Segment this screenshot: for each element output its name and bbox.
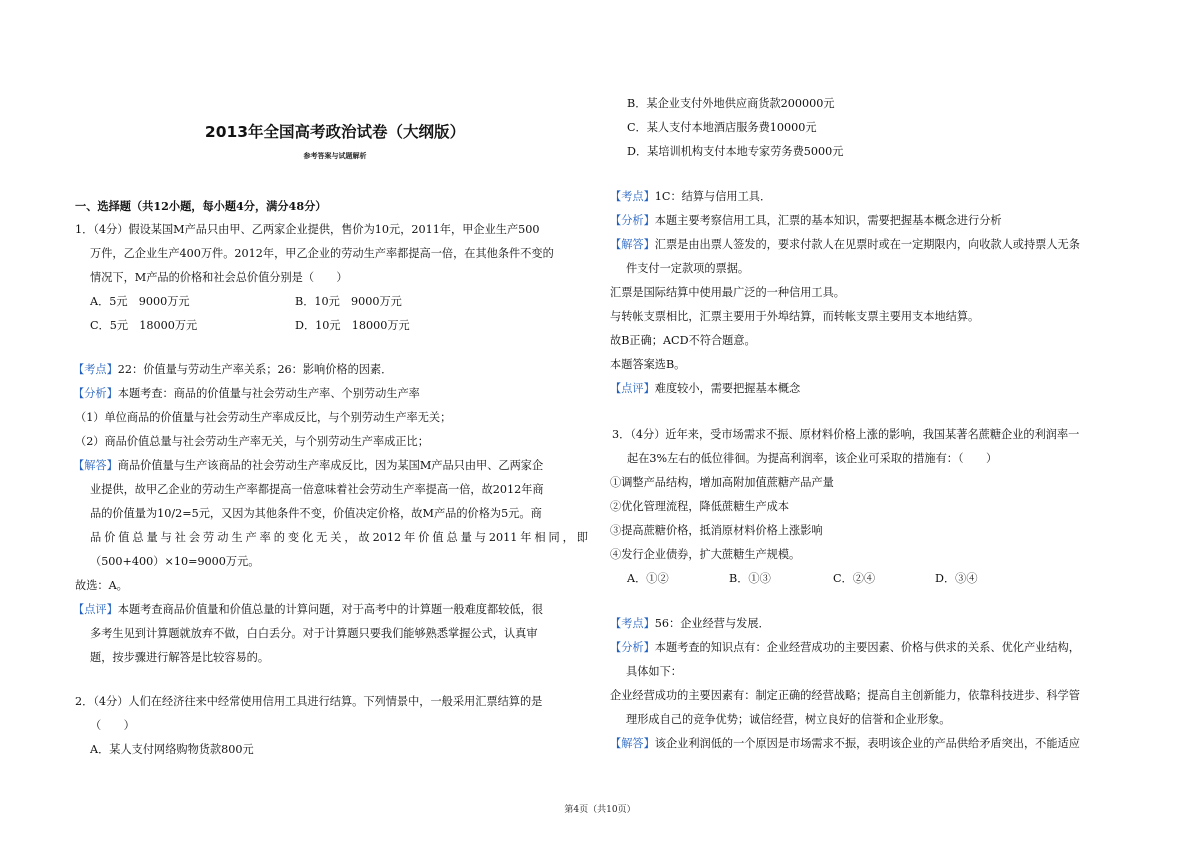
- q1-jieda-line-5: （500+400）×10=9000万元。: [90, 555, 260, 568]
- q3-item-2: ②优化管理流程，降低蔗糖生产成本: [610, 500, 790, 513]
- q2-option-c: C．某人支付本地酒店服务费10000元: [627, 121, 817, 134]
- q3-body-line-1: 企业经营成功的主要因素有：制定正确的经营战略；提高自主创新能力，依靠科技进步、科学管: [610, 689, 1080, 702]
- q2-jieda-text-1: 汇票是由出票人签发的，要求付款人在见票时或在一定期限内，向收款人或持票人无条: [654, 238, 1080, 251]
- q3-kaodian: [610, 616, 770, 632]
- q1-fenxi-text-1: 本题考查：商品的价值量与社会劳动生产率、个别劳动生产率: [117, 387, 420, 400]
- q1-answer: 故选：A。: [75, 579, 128, 592]
- q1-option-d: D．10元 18000万元: [295, 319, 410, 332]
- q1-stem-line-1: 1．（4分）假设某国M产品只由甲、乙两家企业提供，售价为10元，2011年，甲企业生产500: [75, 223, 540, 236]
- q1-stem-line-3: 情况下，M产品的价格和社会总价值分别是（ ）: [90, 271, 348, 284]
- q2-fenxi: [610, 213, 1002, 229]
- q3-option-a: A．①②: [627, 572, 669, 585]
- q3-kaodian-text: 56：企业经营与发展．: [654, 617, 770, 630]
- q3-stem-line-1: 3．（4分）近年来，受市场需求不振、原材料价格上涨的影响，我国某著名蔗糖企业的利润率一: [612, 428, 1080, 441]
- kaodian-tag: 【考点】: [73, 363, 118, 376]
- q2-fenxi-text: 本题主要考察信用工具，汇票的基本知识，需要把握基本概念进行分析: [654, 214, 1002, 227]
- q1-option-c: C．5元 18000万元: [90, 319, 198, 332]
- q2-stem-line-2: （ ）: [90, 719, 135, 732]
- q3-jieda: [610, 736, 1080, 752]
- q1-dianping-line-2: 多考生见到计算题就放弃不做，白白丢分。对于计算题只要我们能够熟悉掌握公式，认真审: [90, 627, 538, 640]
- q2-jieda-line-2: 件支付一定款项的票据。: [626, 262, 750, 275]
- kaodian-tag: 【考点】: [610, 190, 655, 203]
- fenxi-tag: 【分析】: [610, 641, 655, 654]
- q2-body-line-4: 本题答案选B。: [610, 358, 686, 371]
- q1-fenxi-line-2: （1）单位商品的价值量与社会劳动生产率成反比，与个别劳动生产率无关；: [75, 411, 452, 424]
- q1-fenxi: [73, 386, 420, 402]
- q2-dianping-text: 难度较小，需要把握基本概念: [654, 382, 801, 395]
- q1-option-a: A．5元 9000万元: [90, 295, 190, 308]
- q2-body-line-2: 与转帐支票相比，汇票主要用于外埠结算，而转帐支票主要用支本地结算。: [610, 310, 980, 323]
- q1-stem-line-2: 万件，乙企业生产400万件。2012年，甲乙企业的劳动生产率都提高一倍，在其他条件不变的: [90, 247, 554, 260]
- q1-jieda-line-4: 品价值总量与社会劳动生产率的变化无关，故2012年价值总量与2011年相同，即: [90, 531, 588, 544]
- jieda-tag: 【解答】: [610, 238, 655, 251]
- dianping-tag: 【点评】: [73, 603, 118, 616]
- q3-jieda-text: 该企业利润低的一个原因是市场需求不振，表明该企业的产品供给矛盾突出，不能适应: [654, 737, 1080, 750]
- q2-option-d: D．某培训机构支付本地专家劳务费5000元: [627, 145, 844, 158]
- q3-option-c: C．②④: [833, 572, 876, 585]
- q1-jieda: [73, 458, 543, 474]
- q3-fenxi-text-1: 本题考查的知识点有：企业经营成功的主要因素、价格与供求的关系、优化产业结构，: [654, 641, 1080, 654]
- dianping-tag: 【点评】: [610, 382, 655, 395]
- q1-jieda-line-3: 品的价值量为10/2=5元，又因为其他条件不变，价值决定价格，故M产品的价格为5元。商: [90, 507, 542, 520]
- q2-body-line-3: 故B正确；ACD不符合题意。: [610, 334, 756, 347]
- q1-jieda-line-2: 业提供，故甲乙企业的劳动生产率都提高一倍意味着社会劳动生产率提高一倍，故2012年商: [90, 483, 544, 496]
- kaodian-tag: 【考点】: [610, 617, 655, 630]
- q2-option-b: B．某企业支付外地供应商货款200000元: [627, 97, 835, 110]
- q2-body-line-1: 汇票是国际结算中使用最广泛的一种信用工具。: [610, 286, 845, 299]
- q2-stem-line-1: 2．（4分）人们在经济往来中经常使用信用工具进行结算。下列情景中，一般采用汇票结算的是: [75, 695, 543, 708]
- jieda-tag: 【解答】: [73, 459, 118, 472]
- q1-fenxi-line-3: （2）商品价值总量与社会劳动生产率无关，与个别劳动生产率成正比；: [75, 435, 429, 448]
- page-footer: 第4页（共10页）: [564, 805, 636, 815]
- q3-item-3: ③提高蔗糖价格，抵消原材料价格上涨影响: [610, 524, 823, 537]
- q1-kaodian: [73, 362, 392, 378]
- q1-dianping-line-3: 题，按步骤进行解答是比较容易的。: [90, 651, 270, 664]
- q2-kaodian: [610, 189, 771, 205]
- page-title: 2013年全国高考政治试卷（大纲版）: [204, 123, 466, 141]
- q2-option-a: A．某人支付网络购物货款800元: [90, 743, 254, 756]
- q3-fenxi-line-2: 具体如下：: [626, 665, 682, 678]
- section-heading: 一、选择题（共12小题，每小题4分，满分48分）: [75, 199, 327, 213]
- q2-jieda: [610, 237, 1080, 253]
- q3-option-d: D．③④: [935, 572, 978, 585]
- q3-fenxi: [610, 640, 1080, 656]
- q1-dianping: [73, 602, 543, 618]
- q3-body-line-2: 理形成自己的竞争优势；诚信经营，树立良好的信誉和企业形象。: [626, 713, 951, 726]
- q3-item-1: ①调整产品结构，增加高附加值蔗糖产品产量: [610, 476, 834, 489]
- q3-stem-line-2: 起在3%左右的低位徘徊。为提高利润率，该企业可采取的措施有：（ ）: [627, 452, 998, 465]
- fenxi-tag: 【分析】: [73, 387, 118, 400]
- fenxi-tag: 【分析】: [610, 214, 655, 227]
- q1-option-b: B．10元 9000万元: [295, 295, 402, 308]
- jieda-tag: 【解答】: [610, 737, 655, 750]
- q2-kaodian-text: 1C：结算与信用工具．: [654, 190, 772, 203]
- page-subtitle: 参考答案与试题解析: [303, 152, 367, 160]
- q1-dianping-text-1: 本题考查商品价值量和价值总量的计算问题，对于高考中的计算题一般难度都较低，很: [117, 603, 543, 616]
- q3-item-4: ④发行企业债券，扩大蔗糖生产规模。: [610, 548, 801, 561]
- q1-jieda-text-1: 商品价值量与生产该商品的社会劳动生产率成反比，因为某国M产品只由甲、乙两家企: [117, 459, 544, 472]
- q1-kaodian-text: 22：价值量与劳动生产率关系；26：影响价格的因素．: [117, 363, 393, 376]
- q3-option-b: B．①③: [729, 572, 771, 585]
- q2-dianping: [610, 381, 800, 397]
